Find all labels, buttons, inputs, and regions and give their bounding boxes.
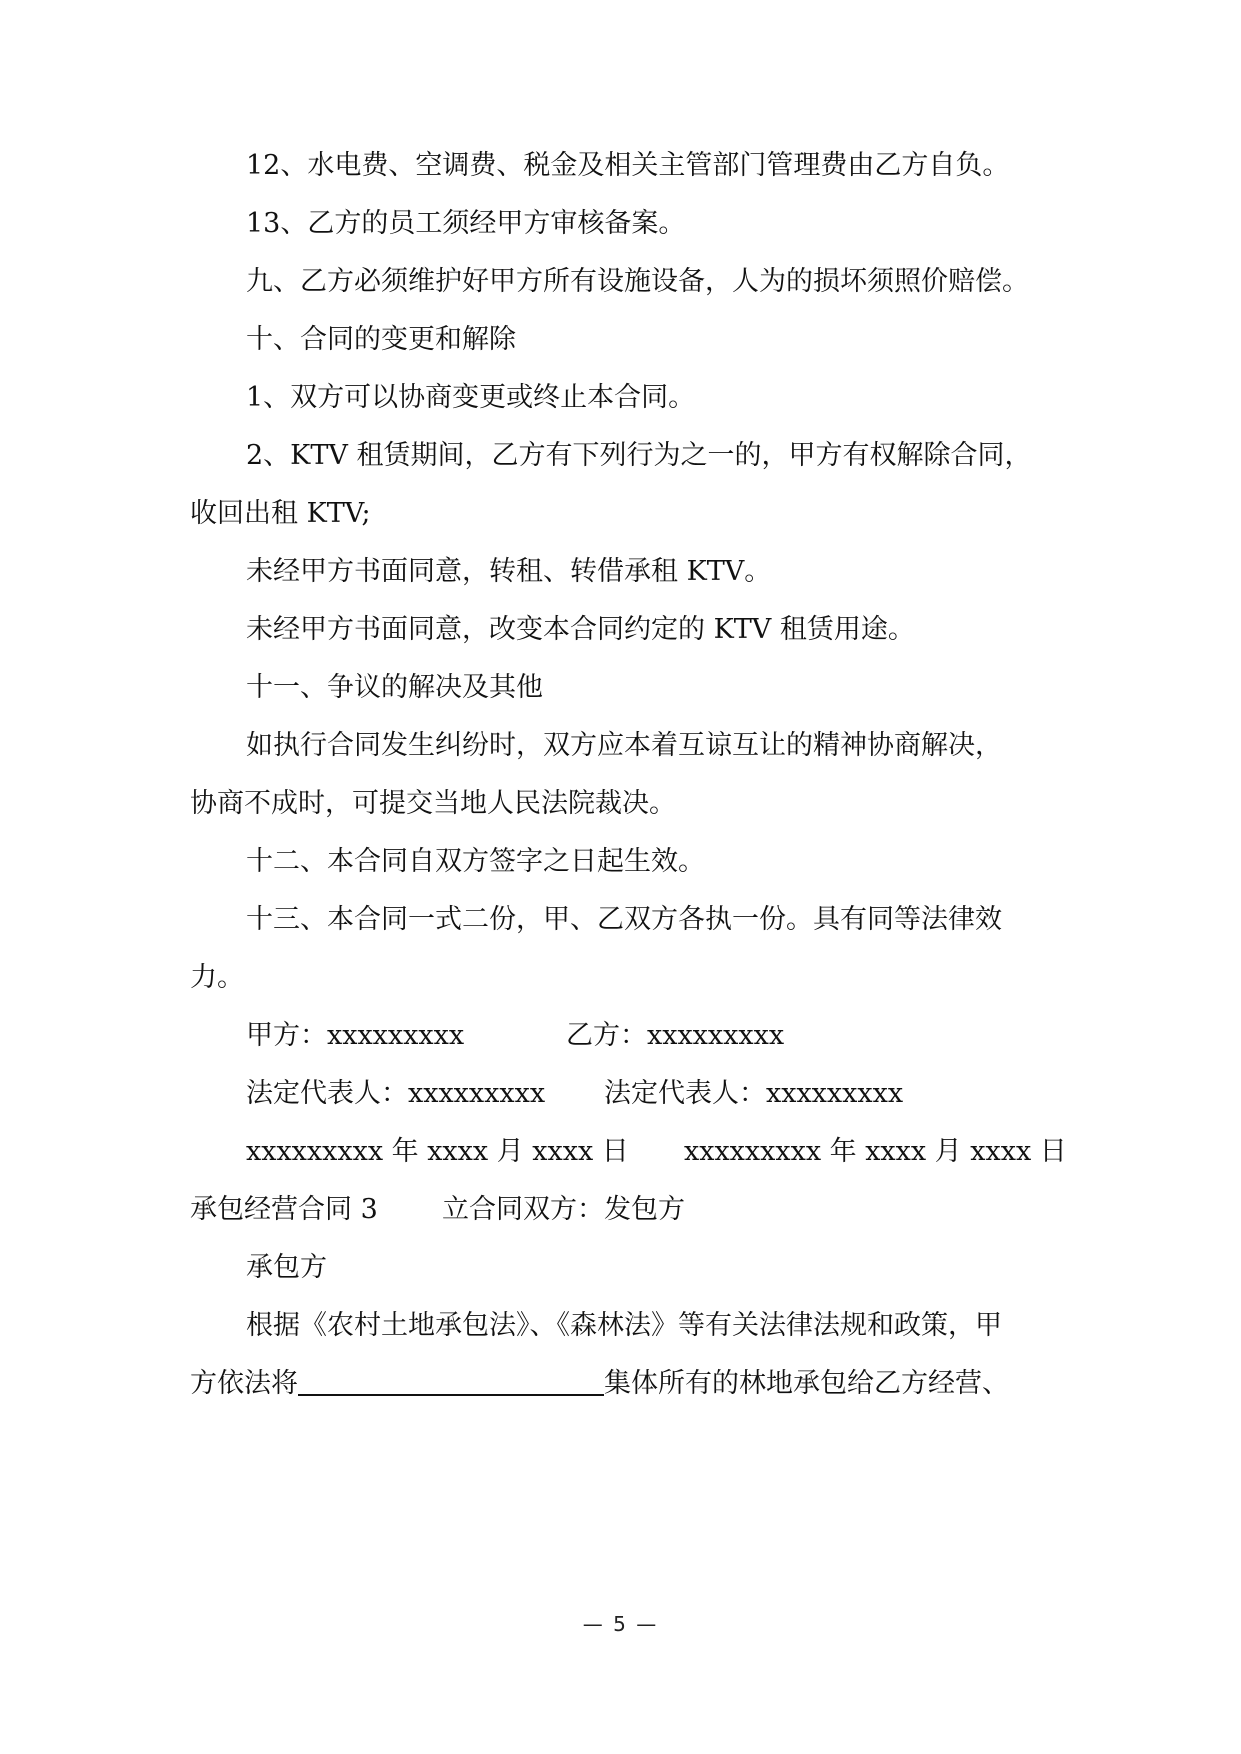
clause-9: 九、乙方必须维护好甲方所有设施设备，人为的损坏须照价赔偿。: [246, 266, 1029, 297]
party-b-representative: 法定代表人：xxxxxxxxx: [604, 1078, 904, 1109]
clause-13-copies: 十三、本合同一式二份，甲、乙双方各执一份。具有同等法律效: [246, 904, 1002, 935]
contract-3-body-line2-prefix: 方依法将: [190, 1368, 298, 1399]
contract-3-title: 承包经营合同 3: [190, 1194, 378, 1225]
section-10-heading: 十、合同的变更和解除: [246, 324, 516, 355]
party-b-signature: 乙方：xxxxxxxxx: [566, 1020, 785, 1051]
clause-11-text: 如执行合同发生纠纷时，双方应本着互谅互让的精神协商解决，: [246, 730, 1002, 761]
contract-3-body-line2-suffix: 集体所有的林地承包给乙方经营、: [604, 1368, 1009, 1399]
clause-10-2: 2、KTV 租赁期间，乙方有下列行为之一的，甲方有权解除合同，: [246, 440, 1032, 471]
contract-3-body-line2: [190, 1364, 1009, 1404]
party-b-date: xxxxxxxxx 年 xxxx 月 xxxx 日: [684, 1136, 1067, 1167]
clause-13-copies-cont: 力。: [190, 962, 244, 993]
fill-in-blank: [298, 1364, 604, 1396]
contract-3-contractor: 承包方: [246, 1252, 327, 1283]
section-11-heading: 十一、争议的解决及其他: [246, 672, 543, 703]
clause-12-effective: 十二、本合同自双方签字之日起生效。: [246, 846, 705, 877]
clause-10-1: 1、双方可以协商变更或终止本合同。: [246, 382, 696, 413]
clause-10-2-b: 未经甲方书面同意，改变本合同约定的 KTV 租赁用途。: [246, 614, 915, 645]
party-a-signature: 甲方：xxxxxxxxx: [246, 1020, 465, 1051]
contract-3-parties: 立合同双方：发包方: [442, 1194, 685, 1225]
clause-11-text-cont: 协商不成时，可提交当地人民法院裁决。: [190, 788, 676, 819]
clause-10-2-cont: 收回出租 KTV;: [190, 498, 371, 529]
party-a-date: xxxxxxxxx 年 xxxx 月 xxxx 日: [246, 1136, 629, 1167]
contract-3-body-line1: 根据《农村土地承包法》、《森林法》等有关法律法规和政策，甲: [246, 1310, 1002, 1341]
party-a-representative: 法定代表人：xxxxxxxxx: [246, 1078, 546, 1109]
clause-13: 13、乙方的员工须经甲方审核备案。: [246, 208, 686, 239]
clause-12: 12、水电费、空调费、税金及相关主管部门管理费由乙方自负。: [246, 150, 1010, 181]
clause-10-2-a: 未经甲方书面同意，转租、转借承租 KTV。: [246, 556, 772, 587]
page-number: — 5 —: [582, 1612, 659, 1636]
